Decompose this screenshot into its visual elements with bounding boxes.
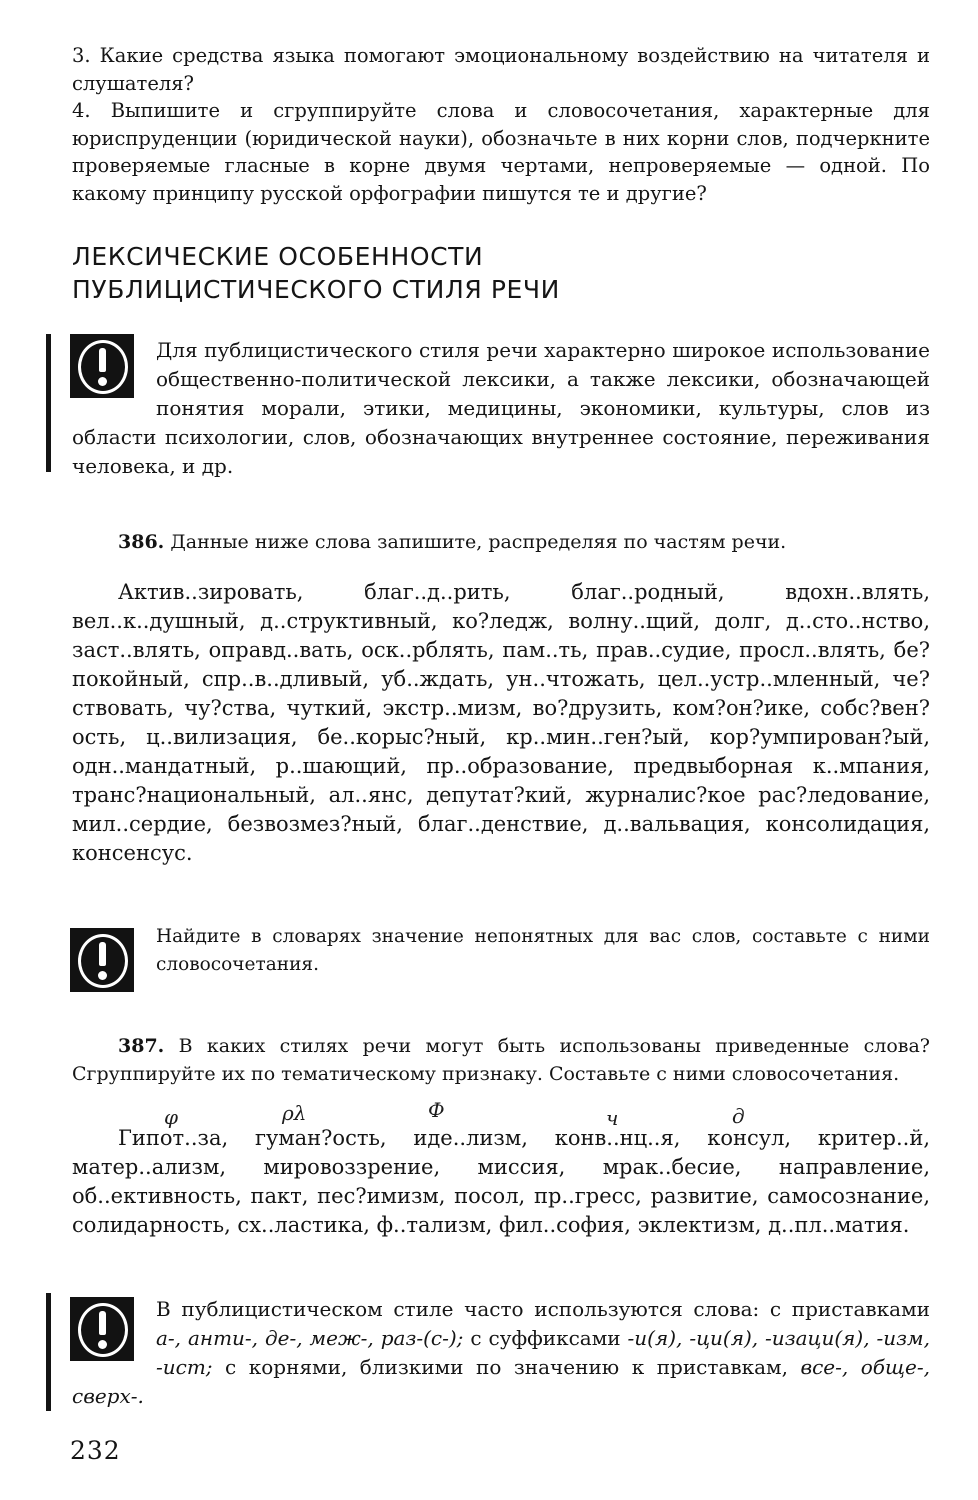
prefix-list: а-, анти-, де-, меж-, раз-(с-); — [156, 1326, 464, 1350]
handwritten-mark: φ — [164, 1105, 179, 1129]
exercise-386-task — [72, 528, 930, 556]
question-3: 3. Какие средства языка помогают эмоциональному воздействию на читателя и слушателя? — [72, 44, 930, 95]
exercise-387-task — [72, 1032, 930, 1088]
note-text: В публицистическом стиле часто используются слова: с приставками — [156, 1297, 930, 1321]
rule-note-3 — [72, 1295, 930, 1411]
exercise-task: В каких стилях речи могут быть использованы приведенные слова? Сгруппируйте их по тематическому признаку. Составьте с ними словосочетания. — [72, 1035, 930, 1085]
page-number: 232 — [70, 1436, 121, 1465]
note-text: с суффиксами — [463, 1326, 628, 1350]
handwritten-mark: ρλ — [282, 1101, 307, 1125]
exercise-386-words: Актив..зировать, благ..д..рить, благ..родный, вдохн..влять, вел..к..душный, д..структивный, ко?ледж, волну..щий, долг, д..сто..нство, заст..влять, оправд..вать, оск..рблять, пам..ть, прав..судие, просл..влять, бе?покойный, спр..в..дливый, уб..ждать, ун..чтожать, цел..устр..мленный, че?ствовать, чу?ства, чуткий, экстр..мизм, во?друзить, ком?он?ике, собс?вен?ость, ц..вилизация, бе..корыс?ный, кр..мин..ген?ый, кор?умпирован?ый, одн..мандатный, р..шающий, пр..образование, предвыборная к..мпания, транс?национальный, ал..янс, депутат?кий, журналис?кое рас?ледование, мил..сердие, безвозмез?ный, благ..денствие, д..вальвация, консолидация, консенсус. — [72, 580, 930, 865]
question-4: 4. Выпишите и сгруппируйте слова и словосочетания, характерные для юриспруденции (юридической науки), обозначьте в них корни слов, подчеркните проверяемые гласные в корне двумя чертами, непроверяемые — одной. По какому принципу русской орфографии пишутся те и другие? — [72, 99, 930, 205]
exercise-number: 387. — [118, 1035, 165, 1057]
root-list: все-, обще-, сверх-. — [72, 1355, 930, 1408]
exercise-387-words: Гипот..за, гуман?ость, иде..лизм, конв..нц..я, консул, критер..й, матер..ализм, мировоззрение, миссия, мрак..бесие, направление, об..ективность, пакт, пес?имизм, посол, пр..гресс, развитие, самосознание, солидарность, сх..ластика, ф..тализм, фил..софия, эклектизм, д..пл..матия. — [72, 1126, 930, 1237]
handwritten-mark: Ф — [428, 1098, 445, 1122]
section-title — [72, 240, 932, 306]
note-text: с корнями, близкими по значению к приставкам, — [212, 1355, 801, 1379]
suffix-list: -и(я), -ци(я), -изаци(я), -изм, -ист; — [156, 1326, 930, 1379]
note-bar — [46, 334, 51, 472]
section-title-line-2: ПУБЛИЦИСТИЧЕСКОГО СТИЛЯ РЕЧИ — [72, 275, 560, 304]
handwritten-mark: ч — [606, 1106, 619, 1130]
rule-note-1: Для публицистического стиля речи характерно широкое использование общественно-политической лексики, а также лексики, обозначающей понятия морали, этики, медицины, экономики, культуры, слов из области психологии, слов, обозначающих внутреннее состояние, переживания человека, и др. — [72, 338, 930, 478]
handwritten-mark: д — [732, 1104, 745, 1128]
exercise-number: 386. — [118, 531, 165, 553]
section-title-line-1: ЛЕКСИЧЕСКИЕ ОСОБЕННОСТИ — [72, 242, 484, 271]
note-bar — [46, 1293, 51, 1411]
rule-note-2: Найдите в словарях значение непонятных для вас слов, составьте с ними словосочетания. — [156, 926, 930, 975]
exercise-task: Данные ниже слова запишите, распределяя по частям речи. — [170, 531, 787, 553]
